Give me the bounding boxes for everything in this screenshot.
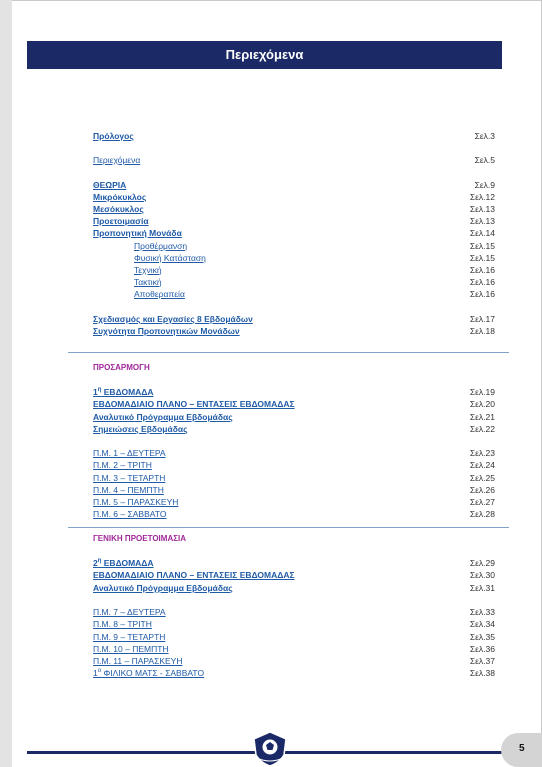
toc-entry-page: Σελ.25 <box>469 473 495 483</box>
toc-entry-page: Σελ.37 <box>469 656 495 666</box>
toc-entry-session-1[interactable] <box>0 447 542 459</box>
toc-entry-page: Σελ.31 <box>469 583 495 593</box>
toc-entry-page: Σελ.34 <box>469 619 495 629</box>
section-divider <box>68 352 509 353</box>
toc-entry-page: Σελ.38 <box>469 668 495 678</box>
section-heading-general-preparation: ΓΕΝΙΚΗ ΠΡΟΕΤΟΙΜΑΣΙΑ <box>93 534 187 543</box>
toc-entry-label[interactable]: Περιεχόμενα <box>93 155 141 165</box>
match-number: 1 <box>93 668 98 678</box>
ordinal-suffix: ο <box>97 668 102 675</box>
toc-entry-weekly-plan[interactable] <box>0 398 542 410</box>
toc-entry-planning[interactable] <box>0 313 542 325</box>
ordinal-suffix: η <box>97 387 102 394</box>
toc-entry-label[interactable] <box>93 667 204 679</box>
toc-entry-label[interactable]: Μικρόκυκλος <box>93 192 147 202</box>
toc-entry-detailed-program[interactable] <box>0 411 542 423</box>
toc-entry-label[interactable]: Πρόλογος <box>93 131 134 141</box>
toc-entry-page: Σελ.19 <box>469 387 495 397</box>
toc-entry-label[interactable]: Προθέρμανση <box>134 241 188 251</box>
toc-entry-label[interactable]: Π.Μ. 5 – ΠΑΡΑΣΚΕΥΗ <box>93 497 179 507</box>
toc-entry-session-6[interactable] <box>0 508 542 520</box>
toc-entry-prologue[interactable] <box>0 130 542 142</box>
toc-entry-page: Σελ.28 <box>469 509 495 519</box>
toc-entry-label[interactable]: ΕΒΔΟΜΑΔΙΑΙΟ ΠΛΑΝΟ – ΕΝΤΑΣΕΙΣ ΕΒΔΟΜΑΔΑΣ <box>93 399 295 409</box>
toc-entry-label[interactable]: Π.Μ. 11 – ΠΑΡΑΣΚΕΥΗ <box>93 656 183 666</box>
toc-entry-page: Σελ.18 <box>469 326 495 336</box>
toc-entry-label[interactable] <box>93 557 154 569</box>
toc-entry-session-4[interactable] <box>0 484 542 496</box>
page-number: 5 <box>519 743 525 754</box>
toc-entry-theory[interactable] <box>0 179 542 191</box>
toc-entry-page: Σελ.21 <box>469 412 495 422</box>
toc-entry-week-notes[interactable] <box>0 423 542 435</box>
toc-entry-label[interactable]: Π.Μ. 2 – ΤΡΙΤΗ <box>93 460 152 470</box>
toc-entry-page: Σελ.3 <box>474 131 495 141</box>
toc-entry-friendly-match[interactable] <box>0 667 542 679</box>
toc-entry-page: Σελ.30 <box>469 570 495 580</box>
toc-entry-contents[interactable] <box>0 154 542 166</box>
toc-entry-session-7[interactable] <box>0 606 542 618</box>
toc-entry-label[interactable]: Π.Μ. 8 – ΤΡΙΤΗ <box>93 619 152 629</box>
toc-entry-label[interactable]: Π.Μ. 7 – ΔΕΥΤΕΡΑ <box>93 607 166 617</box>
toc-entry-session-5[interactable] <box>0 496 542 508</box>
toc-entry-page: Σελ.20 <box>469 399 495 409</box>
toc-subentry-technique[interactable] <box>0 264 542 276</box>
toc-entry-label[interactable]: Τεχνική <box>134 265 162 275</box>
week-text: ΕΒΔΟΜΑΔΑ <box>101 558 154 568</box>
toc-subentry-tactics[interactable] <box>0 276 542 288</box>
toc-entry-label[interactable]: Π.Μ. 10 – ΠΕΜΠΤΗ <box>93 644 169 654</box>
toc-entry-weekly-plan[interactable] <box>0 569 542 581</box>
contents-title: Περιεχόμενα <box>225 47 304 62</box>
toc-entry-page: Σελ.26 <box>469 485 495 495</box>
toc-entry-training-unit[interactable] <box>0 227 542 239</box>
ordinal-suffix: η <box>97 558 102 565</box>
toc-entry-label[interactable] <box>93 386 154 398</box>
toc-entry-session-9[interactable] <box>0 631 542 643</box>
toc-entry-session-10[interactable] <box>0 643 542 655</box>
toc-entry-label[interactable]: Συχνότητα Προπονητικών Μονάδων <box>93 326 240 336</box>
toc-entry-label[interactable]: Φυσική Κατάσταση <box>134 253 206 263</box>
toc-entry-label[interactable]: Προπονητική Μονάδα <box>93 228 182 238</box>
toc-entry-page: Σελ.33 <box>469 607 495 617</box>
toc-entry-label[interactable]: Π.Μ. 1 – ΔΕΥΤΕΡΑ <box>93 448 166 458</box>
week-number: 1 <box>93 387 98 397</box>
toc-entry-page: Σελ.24 <box>469 460 495 470</box>
toc-entry-label[interactable]: Αποθεραπεία <box>134 289 185 299</box>
toc-entry-page: Σελ.16 <box>469 277 495 287</box>
toc-entry-page: Σελ.27 <box>469 497 495 507</box>
toc-entry-page: Σελ.12 <box>469 192 495 202</box>
toc-entry-page: Σελ.17 <box>469 314 495 324</box>
toc-entry-page: Σελ.16 <box>469 289 495 299</box>
toc-entry-preparation[interactable] <box>0 215 542 227</box>
toc-entry-microcycle[interactable] <box>0 191 542 203</box>
club-crest-icon <box>251 731 289 767</box>
toc-entry-label[interactable]: Αναλυτικό Πρόγραμμα Εβδομάδας <box>93 412 233 422</box>
section-divider <box>68 527 509 528</box>
toc-entry-page: Σελ.14 <box>469 228 495 238</box>
toc-entry-mesocycle[interactable] <box>0 203 542 215</box>
toc-entry-label[interactable]: Π.Μ. 4 – ΠΕΜΠΤΗ <box>93 485 164 495</box>
week-text: ΕΒΔΟΜΑΔΑ <box>101 387 154 397</box>
toc-subentry-recovery[interactable] <box>0 288 542 300</box>
toc-subentry-fitness[interactable] <box>0 252 542 264</box>
toc-entry-session-2[interactable] <box>0 459 542 471</box>
toc-entry-week-2[interactable] <box>0 557 542 569</box>
toc-entry-session-11[interactable] <box>0 655 542 667</box>
toc-entry-label[interactable]: Μεσόκυκλος <box>93 204 144 214</box>
toc-entry-label[interactable]: Αναλυτικό Πρόγραμμα Εβδομάδας <box>93 583 233 593</box>
toc-entry-label[interactable]: Προετοιμασία <box>93 216 149 226</box>
toc-entry-page: Σελ.9 <box>474 180 495 190</box>
contents-header <box>27 41 502 69</box>
toc-entry-session-8[interactable] <box>0 618 542 630</box>
toc-subentry-warmup[interactable] <box>0 240 542 252</box>
toc-entry-label[interactable]: Π.Μ. 6 – ΣΑΒΒΑΤΟ <box>93 509 167 519</box>
toc-entry-label[interactable]: ΕΒΔΟΜΑΔΙΑΙΟ ΠΛΑΝΟ – ΕΝΤΑΣΕΙΣ ΕΒΔΟΜΑΔΑΣ <box>93 570 295 580</box>
toc-entry-session-3[interactable] <box>0 472 542 484</box>
toc-entry-week-1[interactable] <box>0 386 542 398</box>
toc-entry-page: Σελ.13 <box>469 204 495 214</box>
toc-entry-detailed-program[interactable] <box>0 582 542 594</box>
section-heading-adaptation: ΠΡΟΣΑΡΜΟΓΗ <box>93 363 150 372</box>
toc-entry-page: Σελ.22 <box>469 424 495 434</box>
page-top-border <box>12 0 542 1</box>
toc-entry-page: Σελ.29 <box>469 558 495 568</box>
toc-entry-label[interactable]: Σχεδιασμός και Εργασίες 8 Εβδομάδων <box>93 314 253 324</box>
toc-entry-label[interactable]: ΘΕΩΡΙΑ <box>93 180 127 190</box>
toc-entry-page: Σελ.13 <box>469 216 495 226</box>
toc-entry-frequency[interactable] <box>0 325 542 337</box>
toc-entry-page: Σελ.23 <box>469 448 495 458</box>
toc-entry-page: Σελ.36 <box>469 644 495 654</box>
toc-entry-page: Σελ.5 <box>474 155 495 165</box>
toc-entry-page: Σελ.15 <box>469 253 495 263</box>
toc-entry-label[interactable]: Τακτική <box>134 277 162 287</box>
toc-entry-label[interactable]: Π.Μ. 9 – ΤΕΤΑΡΤΗ <box>93 632 166 642</box>
toc-entry-page: Σελ.15 <box>469 241 495 251</box>
match-text: ΦΙΛΙΚΟ ΜΑΤΣ - ΣΑΒΒΑΤΟ <box>101 668 205 678</box>
toc-entry-page: Σελ.35 <box>469 632 495 642</box>
toc-entry-label[interactable]: Σημειώσεις Εβδομάδας <box>93 424 188 434</box>
toc-entry-label[interactable]: Π.Μ. 3 – ΤΕΤΑΡΤΗ <box>93 473 166 483</box>
toc-entry-page: Σελ.16 <box>469 265 495 275</box>
week-number: 2 <box>93 558 98 568</box>
